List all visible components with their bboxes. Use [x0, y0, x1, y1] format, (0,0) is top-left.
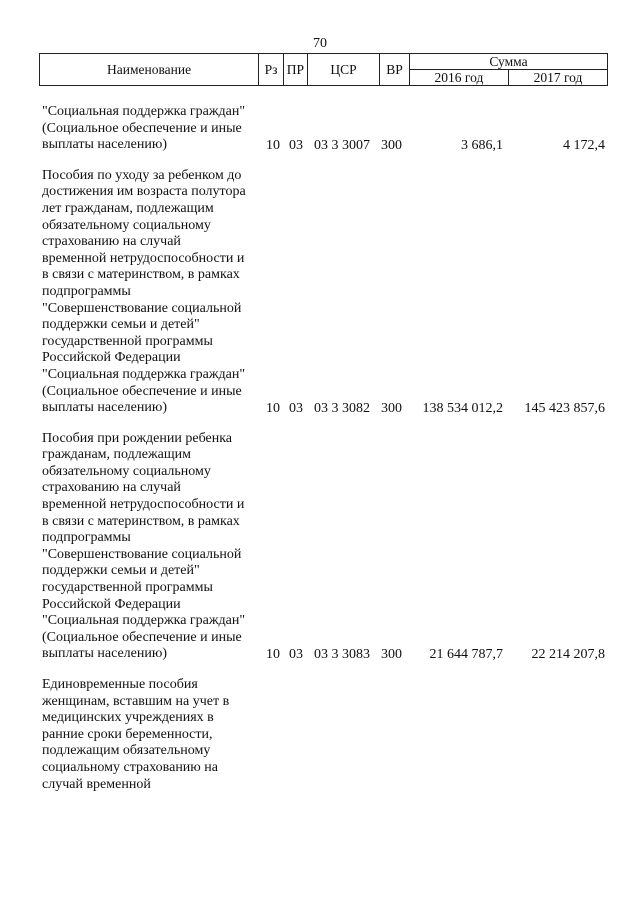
row-pr: 03	[289, 137, 303, 153]
row-csr: 03 3 3082	[314, 400, 370, 416]
row-sum-2016: 3 686,1	[461, 137, 503, 153]
row-sum-2017: 145 423 857,6	[524, 400, 605, 416]
row-codes	[0, 137, 640, 154]
row-sum-2016: 21 644 787,7	[429, 647, 503, 662]
table-row	[0, 677, 640, 793]
header-rz: Рз	[259, 54, 284, 86]
row-pr: 03	[289, 400, 303, 416]
row-pr: 03	[289, 647, 303, 662]
row-sum-2017: 4 172,4	[563, 137, 605, 153]
row-sum-2017: 22 214 207,8	[531, 647, 605, 662]
row-codes	[0, 646, 640, 663]
row-vr: 300	[381, 400, 402, 416]
table-header	[39, 53, 608, 86]
table-row	[0, 431, 640, 663]
table-row	[0, 104, 640, 154]
table-row	[0, 168, 640, 417]
table-body	[0, 104, 640, 807]
row-description: Единовременные пособия женщинам, вставшим на учет в медицинских учреждениях в ранние сроки беременности, подлежащим обязательному социальному страхованию на случай временной	[42, 677, 230, 792]
page-number: 70	[313, 36, 327, 51]
header-year-2017: 2017 год	[508, 70, 607, 86]
row-sum-2016: 138 534 012,2	[422, 400, 503, 416]
row-rz: 10	[266, 400, 280, 416]
row-vr: 300	[381, 137, 402, 153]
header-year-2016: 2016 год	[409, 70, 508, 86]
header-vr: ВР	[380, 54, 410, 86]
header-csr: ЦСР	[307, 54, 379, 86]
row-description: Пособия по уходу за ребенком до достижения им возраста полутора лет гражданам, подлежащим обязательному социальному страхованию на случай временной нетрудоспособности и в связи с материнством, в рамках подпрограммы "Совершенствование социальной поддержки семьи и детей" государственной программы Российской Федерации "Социальная поддержка граждан" (Социальное обеспечение и иные выплаты населению)	[42, 167, 246, 416]
row-rz: 10	[266, 647, 280, 662]
row-description: Пособия при рождении ребенка гражданам, подлежащим обязательному социальному страхованию на случай временной нетрудоспособности и в связи с материнством, в рамках подпрограммы "Совершенствование социальной поддержки семьи и детей" государственной программы Российской Федерации "Социальная поддержка граждан" (Социальное обеспечение и иные выплаты населению)	[42, 430, 246, 662]
row-csr: 03 3 3007	[314, 137, 370, 153]
header-pr: ПР	[283, 54, 307, 86]
row-rz: 10	[266, 137, 280, 153]
row-description: "Социальная поддержка граждан" (Социальное обеспечение и иные выплаты населению)	[42, 104, 246, 153]
row-codes	[0, 400, 640, 417]
row-csr: 03 3 3083	[314, 647, 370, 662]
header-sum: Сумма	[409, 54, 607, 70]
header-name: Наименование	[40, 54, 259, 86]
row-vr: 300	[381, 647, 402, 662]
